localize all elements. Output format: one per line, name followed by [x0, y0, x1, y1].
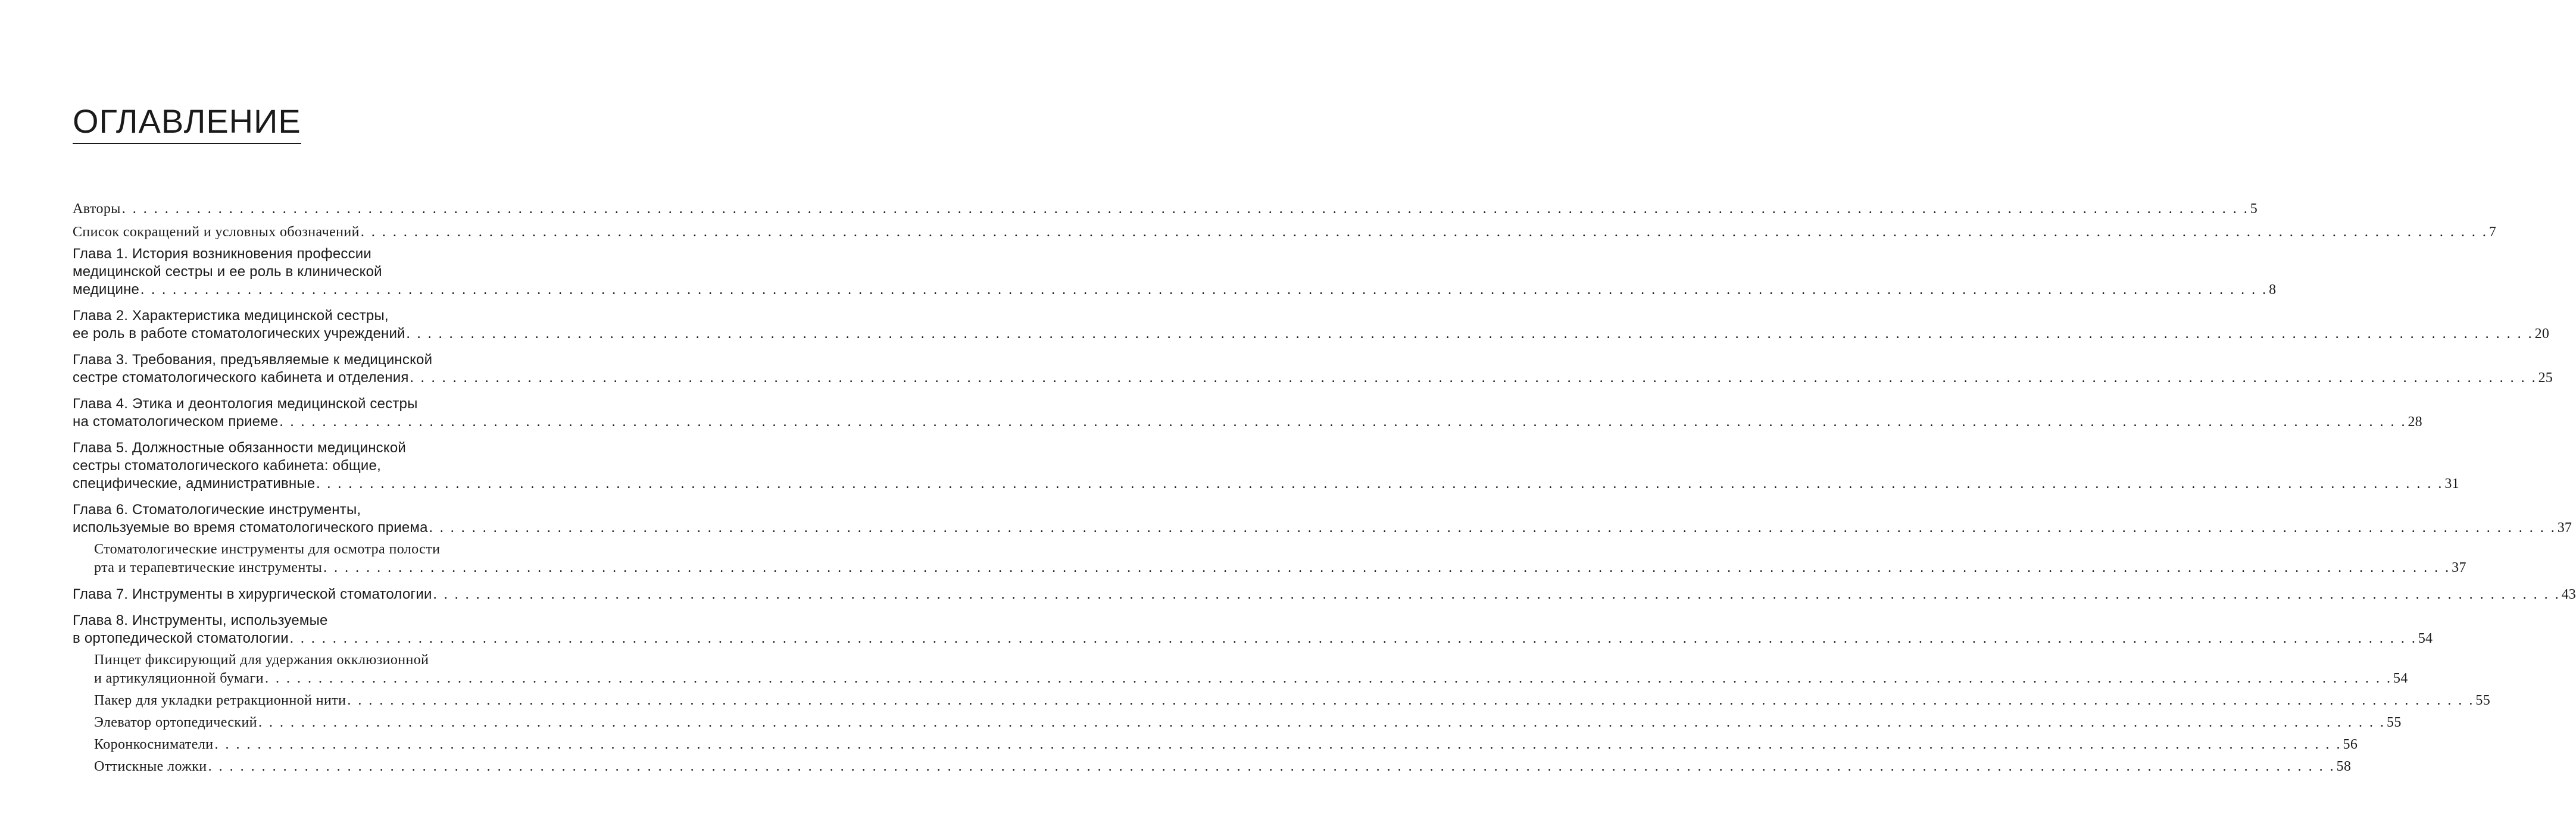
toc-entry-line: Глава 2. Характеристика медицинской сестры,: [73, 308, 389, 324]
page-number: 31: [2444, 476, 2459, 492]
dot-leader: . . . . . . . . . . . . . . . . . . . . . . . . . . . . . . . . . . . . . . . . . . . . . . . . . . . . . . . . . . . . . . . . . . . . . . . . . . . . . . . . . . . . . . . . . . . . . . . . . . . . . . . . . . . . . . . . . . . . . . . . . . . . . . . . . . . . . . . . . . . . . . . . . . . . . . . . . . . . . . . . . . . . . . . . . . . . . . . . . . . . . . . . . . . . . . . . . . . . . . .: [279, 414, 2407, 430]
toc-entry-last-line: [94, 559, 2466, 577]
toc-entry[interactable]: [73, 245, 2277, 299]
page-number: 37: [2557, 520, 2572, 536]
dot-leader: . . . . . . . . . . . . . . . . . . . . . . . . . . . . . . . . . . . . . . . . . . . . . . . . . . . . . . . . . . . . . . . . . . . . . . . . . . . . . . . . . . . . . . . . . . . . . . . . . . . . . . . . . . . . . . . . . . . . . . . . . . . . . . . . . . . . . . . . . . . . . . . . . . . . . . . . . . . . . . . . . . . . . . . . . . . . . . . . . . . . . . . . . . . . . . . . . . . . . . .: [316, 476, 2444, 492]
page-number: 55: [2387, 715, 2402, 730]
dot-leader: . . . . . . . . . . . . . . . . . . . . . . . . . . . . . . . . . . . . . . . . . . . . . . . . . . . . . . . . . . . . . . . . . . . . . . . . . . . . . . . . . . . . . . . . . . . . . . . . . . . . . . . . . . . . . . . . . . . . . . . . . . . . . . . . . . . . . . . . . . . . . . . . . . . . . . . . . . . . . . . . . . . . . . . . . . . . . . . . . . . . . . . . . . . . . . . . . . . . . . .: [323, 560, 2451, 575]
toc-entry-last-line: [94, 692, 2491, 710]
page-number: 43: [2561, 587, 2576, 602]
dot-leader: . . . . . . . . . . . . . . . . . . . . . . . . . . . . . . . . . . . . . . . . . . . . . . . . . . . . . . . . . . . . . . . . . . . . . . . . . . . . . . . . . . . . . . . . . . . . . . . . . . . . . . . . . . . . . . . . . . . . . . . . . . . . . . . . . . . . . . . . . . . . . . . . . . . . . . . . . . . . . . . . . . . . . . . . . . . . . . . . . . . . . . . . . . . . . . . . . . . . . . .: [347, 693, 2475, 708]
toc-entry[interactable]: [73, 501, 2572, 537]
toc-entry-line: Глава 7. Инструменты в хирургической стоматологии: [73, 586, 432, 602]
toc-entry-last-line: [73, 281, 2277, 299]
dot-leader: . . . . . . . . . . . . . . . . . . . . . . . . . . . . . . . . . . . . . . . . . . . . . . . . . . . . . . . . . . . . . . . . . . . . . . . . . . . . . . . . . . . . . . . . . . . . . . . . . . . . . . . . . . . . . . . . . . . . . . . . . . . . . . . . . . . . . . . . . . . . . . . . . . . . . . . . . . . . . . . . . . . . . . . . . . . . . . . . . . . . . . . . . . . . . . . . . . . . . . .: [289, 631, 2417, 646]
toc-entry-line: Глава 5. Должностные обязанности медицинской: [73, 440, 406, 456]
dot-leader: . . . . . . . . . . . . . . . . . . . . . . . . . . . . . . . . . . . . . . . . . . . . . . . . . . . . . . . . . . . . . . . . . . . . . . . . . . . . . . . . . . . . . . . . . . . . . . . . . . . . . . . . . . . . . . . . . . . . . . . . . . . . . . . . . . . . . . . . . . . . . . . . . . . . . . . . . . . . . . . . . . . . . . . . . . . . . . . . . . . . . . . . . . . . . . . . . . . . . . .: [121, 201, 2249, 217]
toc-entry-line: специфические, административные: [73, 475, 316, 492]
toc-entry-last-line: [73, 200, 2258, 218]
toc-entry-last-line: [73, 325, 2550, 343]
dot-leader: . . . . . . . . . . . . . . . . . . . . . . . . . . . . . . . . . . . . . . . . . . . . . . . . . . . . . . . . . . . . . . . . . . . . . . . . . . . . . . . . . . . . . . . . . . . . . . . . . . . . . . . . . . . . . . . . . . . . . . . . . . . . . . . . . . . . . . . . . . . . . . . . . . . . . . . . . . . . . . . . . . . . . . . . . . . . . . . . . . . . . . . . . . . . . . . . . . . . . . .: [433, 587, 2561, 602]
toc-entry-line: Глава 3. Требования, предъявляемые к медицинской: [73, 352, 433, 368]
toc-entry-line: сестре стоматологического кабинета и отделения: [73, 370, 409, 386]
toc-entry-line: Глава 8. Инструменты, используемые: [73, 612, 328, 628]
page-number: 54: [2393, 671, 2408, 686]
dot-leader: . . . . . . . . . . . . . . . . . . . . . . . . . . . . . . . . . . . . . . . . . . . . . . . . . . . . . . . . . . . . . . . . . . . . . . . . . . . . . . . . . . . . . . . . . . . . . . . . . . . . . . . . . . . . . . . . . . . . . . . . . . . . . . . . . . . . . . . . . . . . . . . . . . . . . . . . . . . . . . . . . . . . . . . . . . . . . . . . . . . . . . . . . . . . . . . . . . . . . . .: [264, 671, 2392, 686]
dot-leader: . . . . . . . . . . . . . . . . . . . . . . . . . . . . . . . . . . . . . . . . . . . . . . . . . . . . . . . . . . . . . . . . . . . . . . . . . . . . . . . . . . . . . . . . . . . . . . . . . . . . . . . . . . . . . . . . . . . . . . . . . . . . . . . . . . . . . . . . . . . . . . . . . . . . . . . . . . . . . . . . . . . . . . . . . . . . . . . . . . . . . . . . . . . . . . . . . . . . . . .: [406, 326, 2534, 342]
toc-entry-last-line: [94, 714, 2402, 732]
toc-entry-line: Пакер для укладки ретракционной нити: [94, 693, 346, 708]
dot-leader: . . . . . . . . . . . . . . . . . . . . . . . . . . . . . . . . . . . . . . . . . . . . . . . . . . . . . . . . . . . . . . . . . . . . . . . . . . . . . . . . . . . . . . . . . . . . . . . . . . . . . . . . . . . . . . . . . . . . . . . . . . . . . . . . . . . . . . . . . . . . . . . . . . . . . . . . . . . . . . . . . . . . . . . . . . . . . . . . . . . . . . . . . . . . . . . . . . . . . . .: [360, 224, 2488, 240]
toc-entry[interactable]: [73, 758, 2352, 776]
page-number: 56: [2343, 737, 2358, 752]
page-number: 25: [2538, 370, 2553, 386]
toc-entry-line: рта и терапевтические инструменты: [94, 560, 323, 575]
toc-entry-line: на стоматологическом приеме: [73, 414, 279, 430]
toc-entry-last-line: [73, 519, 2572, 537]
toc-entry-line: Стоматологические инструменты для осмотра полости: [94, 542, 441, 557]
toc-entry-line: медицинской сестры и ее роль в клинической: [73, 264, 382, 280]
toc-entry-line: Глава 4. Этика и деонтология медицинской сестры: [73, 396, 418, 412]
toc-entry[interactable]: [73, 736, 2358, 754]
toc-entry-line: сестры стоматологического кабинета: общие,: [73, 458, 381, 474]
toc-entry-line: Глава 1. История возникновения профессии: [73, 246, 371, 262]
page-number: 54: [2418, 631, 2433, 646]
toc-entry-last-line: [73, 413, 2422, 431]
page-number: 8: [2269, 282, 2277, 298]
dot-leader: . . . . . . . . . . . . . . . . . . . . . . . . . . . . . . . . . . . . . . . . . . . . . . . . . . . . . . . . . . . . . . . . . . . . . . . . . . . . . . . . . . . . . . . . . . . . . . . . . . . . . . . . . . . . . . . . . . . . . . . . . . . . . . . . . . . . . . . . . . . . . . . . . . . . . . . . . . . . . . . . . . . . . . . . . . . . . . . . . . . . . . . . . . . . . . . . . . . . . . .: [140, 282, 2268, 298]
toc-entry-line: в ортопедической стоматологии: [73, 630, 289, 646]
toc-entry[interactable]: [73, 439, 2459, 493]
toc-entry-last-line: [73, 475, 2459, 493]
toc-entry[interactable]: [73, 612, 2433, 647]
toc-entry[interactable]: [73, 200, 2258, 218]
toc-entry-last-line: [73, 586, 2576, 603]
page-number: 5: [2250, 201, 2258, 217]
toc-entry[interactable]: [73, 395, 2422, 431]
toc-entry[interactable]: [73, 651, 2408, 688]
page-number: 55: [2475, 693, 2491, 708]
dot-leader: . . . . . . . . . . . . . . . . . . . . . . . . . . . . . . . . . . . . . . . . . . . . . . . . . . . . . . . . . . . . . . . . . . . . . . . . . . . . . . . . . . . . . . . . . . . . . . . . . . . . . . . . . . . . . . . . . . . . . . . . . . . . . . . . . . . . . . . . . . . . . . . . . . . . . . . . . . . . . . . . . . . . . . . . . . . . . . . . . . . . . . . . . . . . . . . . . . . . . . .: [258, 715, 2385, 730]
toc-entry[interactable]: [73, 307, 2550, 343]
page-number: 28: [2408, 414, 2422, 430]
dot-leader: . . . . . . . . . . . . . . . . . . . . . . . . . . . . . . . . . . . . . . . . . . . . . . . . . . . . . . . . . . . . . . . . . . . . . . . . . . . . . . . . . . . . . . . . . . . . . . . . . . . . . . . . . . . . . . . . . . . . . . . . . . . . . . . . . . . . . . . . . . . . . . . . . . . . . . . . . . . . . . . . . . . . . . . . . . . . . . . . . . . . . . . . . . . . . . . . . . . . . . .: [429, 520, 2556, 536]
page-number: 37: [2452, 560, 2466, 575]
toc-entry-last-line: [94, 670, 2408, 688]
toc-entry[interactable]: [73, 223, 2497, 242]
toc-entry[interactable]: [73, 540, 2466, 577]
toc-entry-line: Список сокращений и условных обозначений: [73, 224, 360, 240]
toc-entry-line: Глава 6. Стоматологические инструменты,: [73, 502, 361, 518]
toc-entry-line: Оттискные ложки: [94, 759, 207, 774]
toc-entry[interactable]: [73, 692, 2491, 710]
toc-entry[interactable]: [73, 714, 2402, 732]
toc-entry-last-line: [73, 369, 2553, 387]
dot-leader: . . . . . . . . . . . . . . . . . . . . . . . . . . . . . . . . . . . . . . . . . . . . . . . . . . . . . . . . . . . . . . . . . . . . . . . . . . . . . . . . . . . . . . . . . . . . . . . . . . . . . . . . . . . . . . . . . . . . . . . . . . . . . . . . . . . . . . . . . . . . . . . . . . . . . . . . . . . . . . . . . . . . . . . . . . . . . . . . . . . . . . . . . . . . . . . . . . . . . . .: [208, 759, 2335, 774]
toc-entry-line: и артикуляционной бумаги: [94, 671, 264, 686]
page-title: ОГЛАВЛЕНИЕ: [73, 105, 301, 144]
toc-entry-line: Элеватор ортопедический: [94, 715, 257, 730]
page-number: 20: [2534, 326, 2550, 342]
page-number: 58: [2336, 759, 2352, 774]
toc-entry-last-line: [94, 736, 2358, 754]
toc-entry-last-line: [94, 758, 2352, 776]
toc-entry-line: Коронкосниматели: [94, 737, 214, 752]
toc-entry-last-line: [73, 630, 2433, 647]
toc-entry[interactable]: [73, 351, 2553, 387]
toc-entry-line: Пинцет фиксирующий для удержания окклюзионной: [94, 652, 429, 668]
toc-entry[interactable]: [73, 586, 2576, 603]
toc-entry-last-line: [73, 223, 2497, 242]
dot-leader: . . . . . . . . . . . . . . . . . . . . . . . . . . . . . . . . . . . . . . . . . . . . . . . . . . . . . . . . . . . . . . . . . . . . . . . . . . . . . . . . . . . . . . . . . . . . . . . . . . . . . . . . . . . . . . . . . . . . . . . . . . . . . . . . . . . . . . . . . . . . . . . . . . . . . . . . . . . . . . . . . . . . . . . . . . . . . . . . . . . . . . . . . . . . . . . . . . . . . . .: [214, 737, 2342, 752]
toc-entry-line: медицине: [73, 281, 140, 298]
toc-entry-line: ее роль в работе стоматологических учреждений: [73, 326, 405, 342]
toc-entry-line: Авторы: [73, 201, 121, 217]
toc-entry-line: используемые во время стоматологического приема: [73, 520, 428, 536]
dot-leader: . . . . . . . . . . . . . . . . . . . . . . . . . . . . . . . . . . . . . . . . . . . . . . . . . . . . . . . . . . . . . . . . . . . . . . . . . . . . . . . . . . . . . . . . . . . . . . . . . . . . . . . . . . . . . . . . . . . . . . . . . . . . . . . . . . . . . . . . . . . . . . . . . . . . . . . . . . . . . . . . . . . . . . . . . . . . . . . . . . . . . . . . . . . . . . . . . . . . . . .: [410, 370, 2537, 386]
page-number: 7: [2488, 224, 2497, 240]
table-of-contents: [73, 196, 2576, 776]
